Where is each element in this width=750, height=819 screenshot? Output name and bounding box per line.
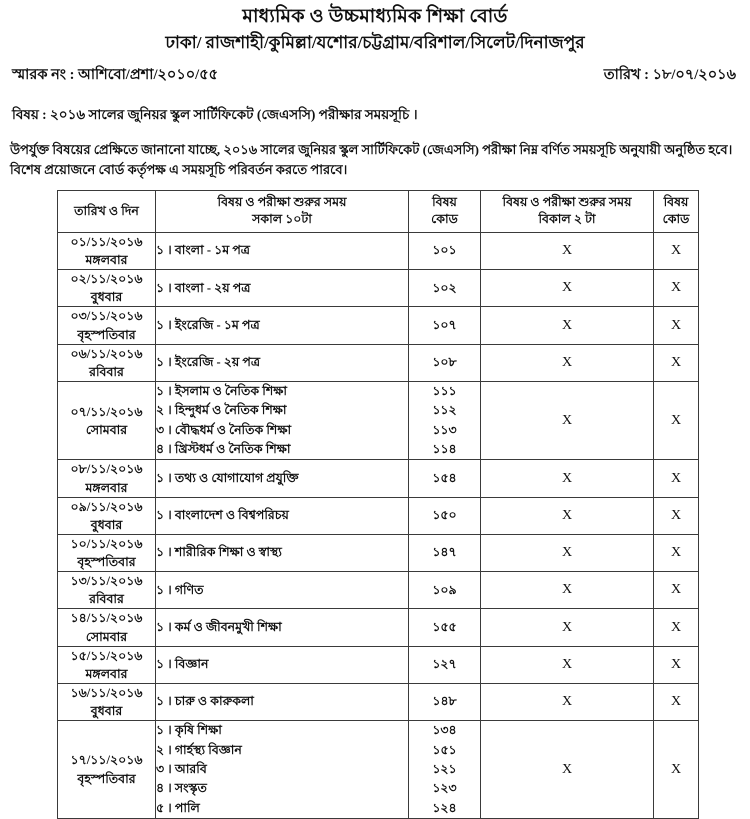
subject-code: ১১২ bbox=[432, 403, 457, 418]
exam-date: ১৩/১১/২০১৬ bbox=[70, 574, 143, 589]
subject-name: ৩ । বৌদ্ধধর্ম ও নৈতিক শিক্ষা bbox=[156, 422, 292, 437]
cell-morning-subjects bbox=[156, 683, 409, 720]
col-header-morning-code-line2: কোড bbox=[431, 212, 458, 226]
subject-name: ৫ । পালি bbox=[156, 800, 200, 815]
subject-name: ১ । বাংলা - ২য় পত্র bbox=[156, 280, 251, 295]
subject-code: ১৪৮ bbox=[432, 694, 457, 709]
cell-date bbox=[58, 646, 156, 683]
table-row bbox=[58, 381, 699, 460]
cell-afternoon-subject: X bbox=[481, 683, 654, 720]
cell-afternoon-code: X bbox=[654, 534, 699, 571]
cell-date bbox=[58, 683, 156, 720]
exam-day: বৃহস্পতিবার bbox=[77, 771, 136, 786]
subject-code: ১০২ bbox=[432, 280, 457, 295]
cell-afternoon-code: X bbox=[654, 307, 699, 344]
cell-afternoon-code: X bbox=[654, 572, 699, 609]
table-header-row bbox=[58, 191, 699, 233]
exam-day: বৃহস্পতিবার bbox=[77, 555, 136, 569]
subject-name: ১ । ইসলাম ও নৈতিক শিক্ষা bbox=[156, 383, 287, 398]
cell-afternoon-code: X bbox=[654, 344, 699, 381]
table-row bbox=[58, 344, 699, 381]
cell-date bbox=[58, 307, 156, 344]
exam-routine-table bbox=[57, 190, 699, 819]
subject-code: ১২১ bbox=[432, 761, 457, 776]
exam-date: ১৫/১১/২০১৬ bbox=[70, 648, 143, 663]
subject-code: ১০৭ bbox=[432, 317, 457, 332]
cell-morning-subjects bbox=[156, 646, 409, 683]
cell-date bbox=[58, 381, 156, 460]
col-header-date-line1: তারিখ ও দিন bbox=[74, 203, 139, 218]
exam-day: বৃহস্পতিবার bbox=[77, 327, 136, 342]
cell-morning-subjects bbox=[156, 344, 409, 381]
board-title: মাধ্যমিক ও উচ্চমাধ্যমিক শিক্ষা বোর্ড bbox=[242, 6, 508, 27]
cell-afternoon-subject: X bbox=[481, 232, 654, 269]
subject-name: ৪ । সংস্কৃত bbox=[156, 781, 207, 796]
cell-morning-subjects bbox=[156, 721, 409, 819]
subject-name: ১ । গণিত bbox=[156, 582, 204, 597]
cell-afternoon-subject: X bbox=[481, 497, 654, 534]
cell-morning-codes bbox=[409, 460, 481, 497]
subject-code: ১১৪ bbox=[432, 442, 457, 456]
exam-date: ১৬/১১/২০১৬ bbox=[70, 685, 143, 700]
cell-morning-codes bbox=[409, 609, 481, 646]
cell-date bbox=[58, 721, 156, 819]
table-row bbox=[58, 534, 699, 571]
exam-day: সোমবার bbox=[85, 422, 128, 437]
exam-date: ০২/১১/২০১৬ bbox=[70, 272, 143, 287]
exam-day: বুধবার bbox=[90, 517, 123, 532]
cell-morning-subjects bbox=[156, 534, 409, 571]
table-row bbox=[58, 232, 699, 269]
subject-name: ২ । হিন্দুধর্ম ও নৈতিক শিক্ষা bbox=[156, 403, 287, 418]
board-branches: ঢাকা/ রাজশাহী/কুমিল্লা/যশোর/চট্টগ্রাম/বরিশাল/সিলেট/দিনাজপুর bbox=[165, 32, 585, 52]
exam-date: ০৩/১১/২০১৬ bbox=[70, 309, 143, 324]
exam-day: রবিবার bbox=[89, 592, 124, 607]
col-header-afternoon-code bbox=[654, 191, 699, 233]
table-row bbox=[58, 460, 699, 497]
subject-code: ১২৩ bbox=[432, 781, 457, 796]
cell-morning-subjects bbox=[156, 460, 409, 497]
exam-day: মঙ্গলবার bbox=[85, 253, 128, 267]
subject-name: ১ । বাংলাদেশ ও বিশ্বপরিচয় bbox=[156, 508, 289, 523]
table-row bbox=[58, 646, 699, 683]
subject-code: ১৫১ bbox=[432, 742, 457, 757]
memo-date: তারিখ : ১৮/০৭/২০১৬ bbox=[603, 66, 736, 83]
table-row bbox=[58, 307, 699, 344]
exam-date: ১৪/১১/২০১৬ bbox=[70, 611, 143, 626]
subject-name: ১ । তথ্য ও যোগাযোগ প্রযুক্তি bbox=[156, 470, 299, 485]
cell-date bbox=[58, 270, 156, 307]
table-row bbox=[58, 270, 699, 307]
cell-morning-codes bbox=[409, 232, 481, 269]
exam-date: ০১/১১/২০১৬ bbox=[70, 234, 143, 249]
table-row bbox=[58, 497, 699, 534]
subject-code: ১০৯ bbox=[432, 582, 457, 597]
cell-morning-subjects bbox=[156, 307, 409, 344]
cell-afternoon-subject: X bbox=[481, 307, 654, 344]
cell-morning-codes bbox=[409, 381, 481, 460]
cell-afternoon-code: X bbox=[654, 232, 699, 269]
cell-date bbox=[58, 572, 156, 609]
subject-name: ২ । গার্হস্থ্য বিজ্ঞান bbox=[156, 742, 242, 757]
cell-morning-codes bbox=[409, 683, 481, 720]
cell-afternoon-subject: X bbox=[481, 460, 654, 497]
table-row bbox=[58, 721, 699, 819]
exam-date: ০৭/১১/২০১৬ bbox=[70, 404, 143, 419]
cell-afternoon-code: X bbox=[654, 381, 699, 460]
subject-name: ১ । বিজ্ঞান bbox=[156, 657, 209, 672]
table-head bbox=[58, 191, 699, 233]
cell-afternoon-subject: X bbox=[481, 381, 654, 460]
cell-afternoon-code: X bbox=[654, 721, 699, 819]
cell-afternoon-subject: X bbox=[481, 572, 654, 609]
cell-afternoon-subject: X bbox=[481, 721, 654, 819]
cell-morning-subjects bbox=[156, 270, 409, 307]
memo-number: স্মারক নং : আশিবো/প্রশা/২০১০/৫৫ bbox=[12, 66, 219, 83]
subject-name: ১ । কৃষি শিক্ষা bbox=[156, 723, 222, 738]
exam-day: বুধবার bbox=[90, 290, 123, 305]
col-header-afternoon-line2: বিকাল ২ টা bbox=[538, 212, 596, 226]
cell-date bbox=[58, 344, 156, 381]
col-header-morning-line2: সকাল ১০টা bbox=[252, 212, 312, 226]
cell-morning-subjects bbox=[156, 572, 409, 609]
col-header-afternoon-subject bbox=[481, 191, 654, 233]
cell-afternoon-code: X bbox=[654, 497, 699, 534]
exam-day: বুধবার bbox=[90, 704, 123, 718]
cell-afternoon-code: X bbox=[654, 683, 699, 720]
cell-afternoon-subject: X bbox=[481, 609, 654, 646]
table-row bbox=[58, 572, 699, 609]
exam-day: মঙ্গলবার bbox=[85, 480, 128, 495]
cell-afternoon-subject: X bbox=[481, 270, 654, 307]
subject-name: ১ । বাংলা - ১ম পত্র bbox=[156, 243, 250, 258]
cell-date bbox=[58, 460, 156, 497]
cell-morning-codes bbox=[409, 721, 481, 819]
cell-morning-codes bbox=[409, 572, 481, 609]
cell-morning-codes bbox=[409, 344, 481, 381]
subject-code: ১০১ bbox=[432, 243, 457, 258]
exam-day: রবিবার bbox=[89, 364, 124, 379]
subject-name: ১ । ইংরেজি - ২য় পত্র bbox=[156, 355, 261, 370]
cell-morning-codes bbox=[409, 646, 481, 683]
exam-date: ০৮/১১/২০১৬ bbox=[70, 462, 143, 477]
cell-afternoon-subject: X bbox=[481, 344, 654, 381]
exam-day: সোমবার bbox=[85, 629, 128, 644]
subject-code: ১৫০ bbox=[432, 508, 457, 523]
document-header bbox=[0, 0, 750, 54]
col-header-afternoon-line1: বিষয় ও পরীক্ষা শুরুর সময় bbox=[502, 195, 632, 210]
subject-code: ১১৩ bbox=[432, 422, 457, 437]
subject-line: বিষয় : ২০১৬ সালের জুনিয়র স্কুল সার্টিফিকেট (জেএসসি) পরীক্ষার সময়সূচি । bbox=[12, 106, 418, 122]
cell-morning-codes bbox=[409, 307, 481, 344]
cell-morning-subjects bbox=[156, 381, 409, 460]
cell-morning-subjects bbox=[156, 232, 409, 269]
routine-table-container bbox=[0, 190, 750, 819]
subject-code: ১১১ bbox=[432, 383, 457, 398]
cell-afternoon-code: X bbox=[654, 609, 699, 646]
cell-date bbox=[58, 534, 156, 571]
subject-code: ১৪৭ bbox=[432, 545, 457, 560]
subject-code: ১৫৪ bbox=[432, 470, 457, 485]
table-row bbox=[58, 609, 699, 646]
table-row bbox=[58, 683, 699, 720]
cell-afternoon-code: X bbox=[654, 460, 699, 497]
col-header-date bbox=[58, 191, 156, 233]
col-header-morning-subject bbox=[156, 191, 409, 233]
cell-afternoon-code: X bbox=[654, 270, 699, 307]
exam-date: ০৯/১১/২০১৬ bbox=[70, 499, 143, 514]
cell-morning-codes bbox=[409, 270, 481, 307]
col-header-afternoon-code-line2: কোড bbox=[662, 212, 690, 226]
cell-afternoon-subject: X bbox=[481, 646, 654, 683]
subject-code: ১০৮ bbox=[432, 355, 457, 370]
exam-day: মঙ্গলবার bbox=[85, 666, 128, 681]
subject-code: ১৩৪ bbox=[432, 723, 457, 738]
cell-afternoon-code: X bbox=[654, 646, 699, 683]
col-header-morning-line1: বিষয় ও পরীক্ষা শুরুর সময় bbox=[217, 195, 347, 210]
subject-code: ১৫৫ bbox=[432, 619, 457, 634]
exam-date: ১০/১১/২০১৬ bbox=[70, 536, 143, 551]
subject-name: ১ । কর্ম ও জীবনমুখী শিক্ষা bbox=[156, 619, 282, 634]
exam-date: ১৭/১১/২০১৬ bbox=[70, 753, 143, 768]
body-paragraph: উপর্যুক্ত বিষয়ের প্রেক্ষিতে জানানো যাচ্ছে, ২০১৬ সালের জুনিয়র স্কুল সার্টিফিকেট (জেএসসি) পরীক্ষা নিম্ন বর্ণিত সময়সূচি অনুযায়ী অনুষ্ঠিত হবে। বিশেষ প্রয়োজনে বোর্ড কর্তৃপক্ষ এ সময়সূচি পরিবর্তন করতে পারবে। bbox=[10, 141, 733, 177]
cell-date bbox=[58, 609, 156, 646]
col-header-morning-code-line1: বিষয় bbox=[432, 195, 457, 210]
cell-morning-codes bbox=[409, 497, 481, 534]
memo-row bbox=[0, 64, 750, 88]
cell-date bbox=[58, 232, 156, 269]
cell-afternoon-subject: X bbox=[481, 534, 654, 571]
cell-morning-codes bbox=[409, 534, 481, 571]
subject-name: ৪ । খ্রিস্টধর্ম ও নৈতিক শিক্ষা bbox=[156, 442, 291, 456]
subject-code: ১২৭ bbox=[432, 657, 457, 672]
cell-morning-subjects bbox=[156, 609, 409, 646]
subject-name: ১ । চারু ও কারুকলা bbox=[156, 694, 254, 709]
exam-date: ০৬/১১/২০১৬ bbox=[70, 346, 143, 361]
col-header-morning-code bbox=[409, 191, 481, 233]
table-body bbox=[58, 232, 699, 818]
cell-morning-subjects bbox=[156, 497, 409, 534]
cell-date bbox=[58, 497, 156, 534]
subject-name: ১ । ইংরেজি - ১ম পত্র bbox=[156, 317, 260, 332]
subject-code: ১২৪ bbox=[432, 800, 457, 815]
subject-name: ৩ । আরবি bbox=[156, 761, 207, 776]
subject-name: ১ । শারীরিক শিক্ষা ও স্বাস্থ্য bbox=[156, 545, 282, 560]
col-header-afternoon-code-line1: বিষয় bbox=[663, 195, 689, 210]
